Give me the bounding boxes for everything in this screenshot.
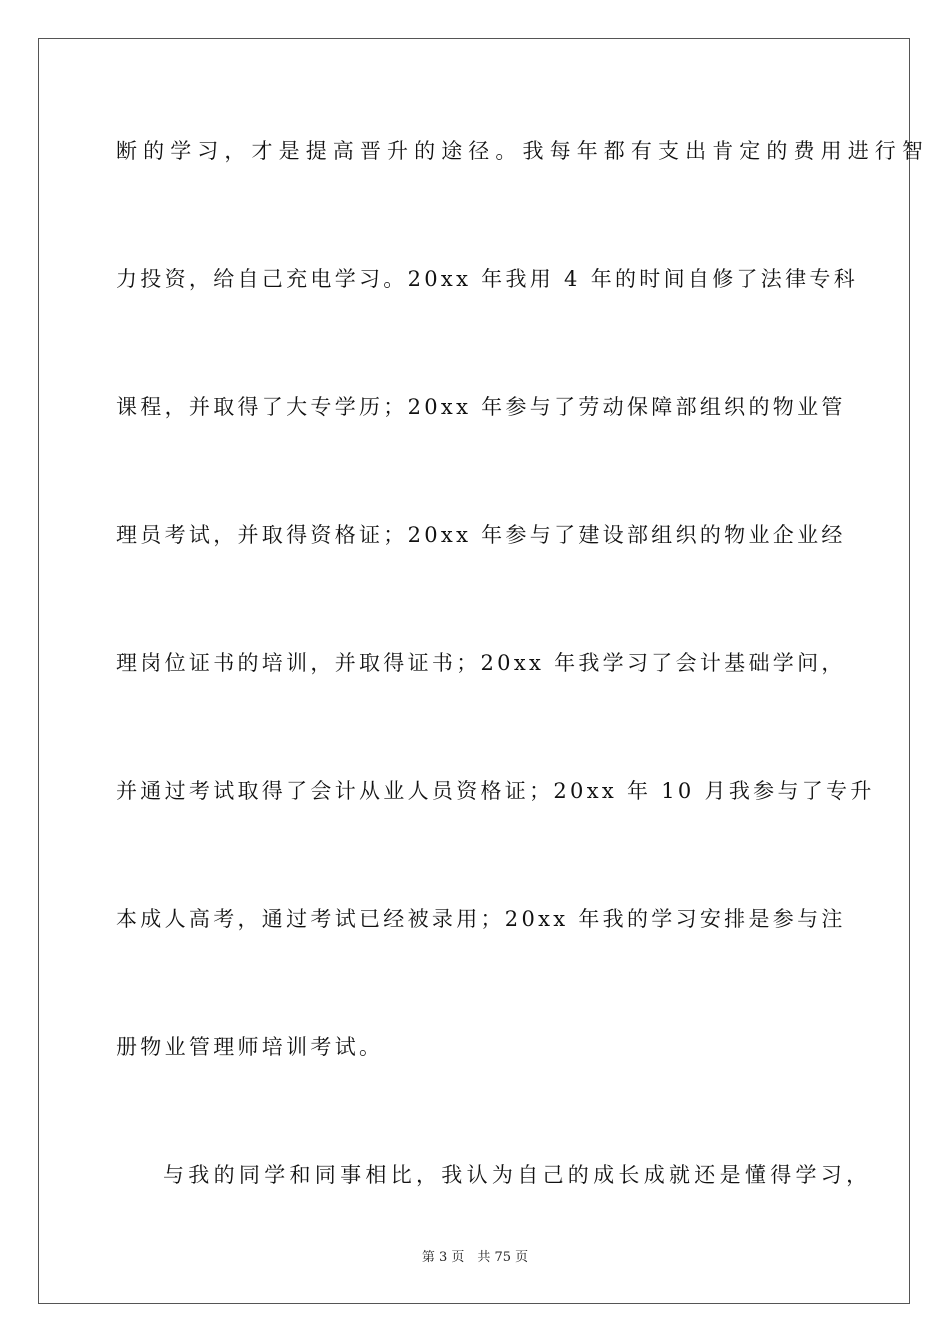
page-number: 第 3 页 共 75 页 <box>421 1250 529 1265</box>
text-line: 本成人高考，通过考试已经被录用；20xx 年我的学习安排是参与注 <box>116 907 846 931</box>
text-line: 力投资，给自己充电学习。20xx 年我用 4 年的时间自修了法律专科 <box>116 267 858 291</box>
text-line: 并通过考试取得了会计从业人员资格证；20xx 年 10 月我参与了专升 <box>116 779 875 803</box>
text-line: 课程，并取得了大专学历；20xx 年参与了劳动保障部组织的物业管 <box>116 395 846 419</box>
paragraph-first-line: 与我的同学和同事相比，我认为自己的成长成就还是懂得学习， <box>163 1163 872 1187</box>
text-line: 断的学习，才是提高晋升的途径。我每年都有支出肯定的费用进行智 <box>116 139 929 163</box>
document-body <box>116 130 929 1282</box>
text-line: 册物业管理师培训考试。 <box>116 1035 384 1059</box>
text-line: 理员考试，并取得资格证；20xx 年参与了建设部组织的物业企业经 <box>116 523 846 547</box>
text-line: 理岗位证书的培训，并取得证书；20xx 年我学习了会计基础学问， <box>116 651 846 675</box>
